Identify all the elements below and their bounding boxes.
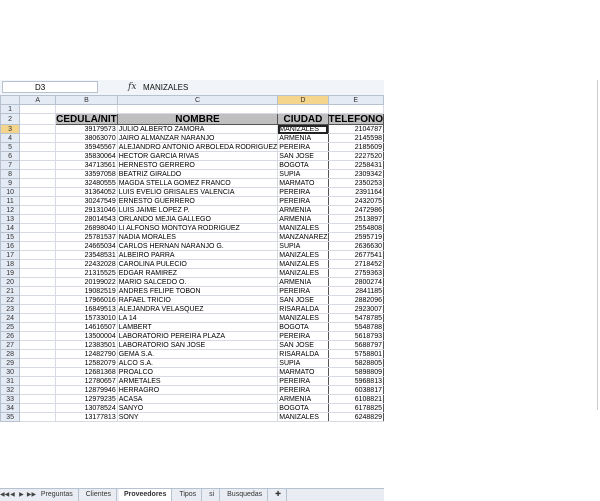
ciudad-cell[interactable]: MARMATO <box>278 368 328 377</box>
cell[interactable] <box>20 242 56 251</box>
row-header[interactable]: 5 <box>1 143 20 152</box>
cell[interactable] <box>20 386 56 395</box>
ciudad-cell[interactable]: ARMENIA <box>278 215 328 224</box>
nombre-cell[interactable]: CAROLINA PULECIO <box>117 260 278 269</box>
cell[interactable] <box>20 179 56 188</box>
table-row <box>1 215 384 224</box>
cedula-cell[interactable]: 25781537 <box>56 233 118 242</box>
nombre-cell[interactable]: LUIS EVELIO GRISALES VALENCIA <box>117 188 278 197</box>
nombre-cell[interactable]: LUIS JAIME LOPEZ P. <box>117 206 278 215</box>
nombre-cell[interactable]: ACASA <box>117 395 278 404</box>
cell[interactable] <box>20 314 56 323</box>
telefono-cell[interactable]: 2185609 <box>328 143 383 152</box>
spreadsheet-window <box>0 80 384 498</box>
row-header[interactable]: 22 <box>1 296 20 305</box>
telefono-cell[interactable]: 2350253 <box>328 179 383 188</box>
nombre-cell[interactable]: JULIO ALBERTO ZAMORA <box>117 125 278 134</box>
cell[interactable] <box>20 105 56 114</box>
function-icon[interactable]: fx <box>128 82 137 92</box>
cell-grid <box>0 95 384 422</box>
row-header[interactable]: 24 <box>1 314 20 323</box>
nombre-cell[interactable]: BEATRIZ GIRALDO <box>117 170 278 179</box>
nombre-cell[interactable]: LA 14 <box>117 314 278 323</box>
cedula-cell[interactable]: 24665034 <box>56 242 118 251</box>
table-row <box>1 170 384 179</box>
ciudad-cell[interactable]: RISARALDA <box>278 350 328 359</box>
cell[interactable] <box>328 105 383 114</box>
ciudad-cell[interactable]: MANIZALES <box>278 413 328 422</box>
nombre-cell[interactable]: EDGAR RAMIREZ <box>117 269 278 278</box>
table-row <box>1 179 384 188</box>
cedula-cell[interactable]: 13177813 <box>56 413 118 422</box>
ciudad-cell[interactable]: MANIZALES <box>278 269 328 278</box>
telefono-cell[interactable]: 5898809 <box>328 368 383 377</box>
table-row <box>1 161 384 170</box>
cell[interactable] <box>20 287 56 296</box>
telefono-cell[interactable]: 2595719 <box>328 233 383 242</box>
table-row <box>1 242 384 251</box>
header-row <box>1 114 384 125</box>
cell[interactable] <box>20 134 56 143</box>
cell[interactable] <box>20 404 56 413</box>
table-row <box>1 323 384 332</box>
cell[interactable] <box>20 323 56 332</box>
cell[interactable] <box>20 143 56 152</box>
table-row <box>1 125 384 134</box>
cedula-cell[interactable]: 39179573 <box>56 125 118 134</box>
table-row <box>1 269 384 278</box>
table-row <box>1 305 384 314</box>
table-row <box>1 350 384 359</box>
telefono-cell[interactable]: 6248829 <box>328 413 383 422</box>
nombre-cell[interactable]: ARMETALES <box>117 377 278 386</box>
telefono-cell[interactable]: 2309342 <box>328 170 383 179</box>
ciudad-cell[interactable]: ARMENIA <box>278 134 328 143</box>
telefono-cell[interactable]: 2472986 <box>328 206 383 215</box>
telefono-cell[interactable]: 2759363 <box>328 269 383 278</box>
telefono-cell[interactable]: 2677541 <box>328 251 383 260</box>
cedula-cell[interactable]: 20199022 <box>56 278 118 287</box>
column-header-b[interactable]: B <box>56 96 118 105</box>
ciudad-cell[interactable]: PEREIRA <box>278 287 328 296</box>
row-header[interactable]: 21 <box>1 287 20 296</box>
tab-busquedas[interactable]: Busquedas <box>222 489 268 501</box>
cedula-cell[interactable]: 12879946 <box>56 386 118 395</box>
nombre-cell[interactable]: HERRAGRO <box>117 386 278 395</box>
row-header[interactable]: 2 <box>1 114 20 125</box>
telefono-cell[interactable]: 2636630 <box>328 242 383 251</box>
nombre-cell[interactable]: MAGDA STELLA GOMEZ FRANCO <box>117 179 278 188</box>
row-header[interactable]: 27 <box>1 341 20 350</box>
formula-input[interactable]: MANIZALES <box>143 83 189 92</box>
cell[interactable] <box>20 350 56 359</box>
row-header[interactable]: 31 <box>1 377 20 386</box>
cell[interactable] <box>117 105 278 114</box>
tab-si[interactable]: si <box>204 489 220 501</box>
cell[interactable] <box>20 305 56 314</box>
next-sheet-icon[interactable]: ▶ <box>19 492 24 498</box>
row-header[interactable]: 7 <box>1 161 20 170</box>
table-row <box>1 395 384 404</box>
nombre-cell[interactable]: HECTOR GARCIA RIVAS <box>117 152 278 161</box>
ciudad-cell[interactable]: ARMENIA <box>278 395 328 404</box>
cell[interactable] <box>20 188 56 197</box>
nombre-cell[interactable]: MARIO SALCEDO O. <box>117 278 278 287</box>
cell[interactable] <box>20 224 56 233</box>
ciudad-cell[interactable]: SUPIA <box>278 359 328 368</box>
cedula-cell[interactable]: 12482790 <box>56 350 118 359</box>
nombre-cell[interactable]: LABORATORIO SAN JOSE <box>117 341 278 350</box>
nombre-cell[interactable]: LABORATORIO PEREIRA PLAZA <box>117 332 278 341</box>
cell[interactable] <box>56 105 118 114</box>
telefono-cell[interactable]: 5548788 <box>328 323 383 332</box>
column-header-c[interactable]: C <box>117 96 278 105</box>
cell[interactable] <box>278 105 328 114</box>
ciudad-cell[interactable]: BOGOTA <box>278 161 328 170</box>
column-header-a[interactable]: A <box>20 96 56 105</box>
telefono-cell[interactable]: 2391164 <box>328 188 383 197</box>
row-header[interactable]: 11 <box>1 197 20 206</box>
column-header-row <box>1 96 384 105</box>
nombre-cell[interactable]: SONY <box>117 413 278 422</box>
table-row <box>1 332 384 341</box>
ciudad-cell[interactable]: PEREIRA <box>278 332 328 341</box>
row-header[interactable]: 32 <box>1 386 20 395</box>
nombre-cell[interactable]: NADIA MORALES <box>117 233 278 242</box>
cell[interactable] <box>20 215 56 224</box>
telefono-cell[interactable]: 2104787 <box>328 125 383 134</box>
table-row <box>1 188 384 197</box>
ciudad-cell[interactable]: MARMATO <box>278 179 328 188</box>
ciudad-cell[interactable]: SUPIA <box>278 170 328 179</box>
cedula-cell[interactable]: 15733010 <box>56 314 118 323</box>
cedula-cell[interactable]: 17966016 <box>56 296 118 305</box>
cedula-cell[interactable]: 30247549 <box>56 197 118 206</box>
nombre-cell[interactable]: ORLANDO MEJIA GALLEGO <box>117 215 278 224</box>
cedula-cell[interactable]: 35830064 <box>56 152 118 161</box>
ciudad-cell[interactable]: ARMENIA <box>278 206 328 215</box>
cell[interactable] <box>20 233 56 242</box>
ciudad-cell[interactable]: PEREIRA <box>278 188 328 197</box>
ciudad-header[interactable]: CIUDAD <box>278 114 328 125</box>
ciudad-cell[interactable]: SAN JOSE <box>278 341 328 350</box>
telefono-cell[interactable]: 5688797 <box>328 341 383 350</box>
cell[interactable] <box>20 152 56 161</box>
telefono-cell[interactable]: 2145598 <box>328 134 383 143</box>
ciudad-cell[interactable]: BOGOTA <box>278 404 328 413</box>
cell[interactable] <box>20 161 56 170</box>
last-sheet-icon[interactable]: ▶▶ <box>26 492 37 498</box>
row-header[interactable]: 29 <box>1 359 20 368</box>
telefono-cell[interactable]: 2227520 <box>328 152 383 161</box>
first-sheet-icon[interactable]: ◀◀ <box>0 492 10 498</box>
row-header[interactable]: 33 <box>1 395 20 404</box>
row-header[interactable]: 12 <box>1 206 20 215</box>
tab-clientes[interactable]: Clientes <box>81 489 117 501</box>
table-row <box>1 341 384 350</box>
cedula-cell[interactable]: 13500004 <box>56 332 118 341</box>
row-header[interactable]: 30 <box>1 368 20 377</box>
table-row <box>1 134 384 143</box>
nombre-cell[interactable]: ANDRES FELIPE TOBON <box>117 287 278 296</box>
table-row <box>1 197 384 206</box>
cedula-cell[interactable]: 12582079 <box>56 359 118 368</box>
window-edge <box>597 80 598 410</box>
telefono-cell[interactable]: 6038817 <box>328 386 383 395</box>
ciudad-cell[interactable]: SAN JOSE <box>278 296 328 305</box>
cell[interactable] <box>20 377 56 386</box>
telefono-cell[interactable]: 2718452 <box>328 260 383 269</box>
table-row <box>1 278 384 287</box>
table-row <box>1 386 384 395</box>
cedula-cell[interactable]: 26898040 <box>56 224 118 233</box>
cedula-cell[interactable]: 34713561 <box>56 161 118 170</box>
ciudad-cell[interactable]: RISARALDA <box>278 305 328 314</box>
ciudad-cell[interactable]: SUPIA <box>278 242 328 251</box>
row-header[interactable]: 13 <box>1 215 20 224</box>
cell[interactable] <box>20 197 56 206</box>
telefono-cell[interactable]: 2923007 <box>328 305 383 314</box>
row-header[interactable]: 15 <box>1 233 20 242</box>
table-row <box>1 287 384 296</box>
cedula-cell[interactable]: 28014543 <box>56 215 118 224</box>
ciudad-cell[interactable]: MANZANAREZ <box>279 233 328 241</box>
table-row <box>1 413 384 422</box>
cedula-cell[interactable]: 22432028 <box>56 260 118 269</box>
table-row <box>1 152 384 161</box>
name-box[interactable]: D3 <box>2 81 98 93</box>
row-header[interactable]: 6 <box>1 152 20 161</box>
sheet-tab-bar <box>0 488 384 501</box>
telefono-cell[interactable]: 2841185 <box>328 287 383 296</box>
nombre-cell[interactable]: RAFAEL TRICIO <box>117 296 278 305</box>
cell[interactable] <box>20 296 56 305</box>
telefono-header[interactable]: TELEFONO <box>328 113 383 125</box>
table-row <box>1 404 384 413</box>
row-header[interactable]: 4 <box>1 134 20 143</box>
table-row <box>1 368 384 377</box>
nombre-cell[interactable]: ALCO S.A. <box>117 359 278 368</box>
telefono-cell[interactable]: 2513897 <box>328 215 383 224</box>
cedula-cell[interactable]: 13078524 <box>56 404 118 413</box>
cell[interactable] <box>20 395 56 404</box>
table-row <box>1 143 384 152</box>
telefono-cell[interactable]: 2554808 <box>328 224 383 233</box>
cedula-cell[interactable]: 12979235 <box>56 395 118 404</box>
table-row <box>1 260 384 269</box>
cedula-cell[interactable]: 32480555 <box>56 179 118 188</box>
table-row <box>1 296 384 305</box>
ciudad-cell[interactable]: ARMENIA <box>278 278 328 287</box>
cell[interactable] <box>20 125 56 134</box>
telefono-cell[interactable]: 5828805 <box>328 359 383 368</box>
ciudad-cell[interactable]: PEREIRA <box>278 143 328 152</box>
row-header[interactable]: 25 <box>1 323 20 332</box>
telefono-cell[interactable]: 6108821 <box>328 395 383 404</box>
ciudad-cell[interactable]: MANIZALES <box>278 224 328 233</box>
ciudad-cell[interactable]: MANIZALES <box>278 251 328 260</box>
tab-preguntas[interactable]: Preguntas <box>36 489 79 501</box>
cell[interactable] <box>20 251 56 260</box>
cedula-cell[interactable]: 38063070 <box>56 134 118 143</box>
row-header[interactable]: 10 <box>1 188 20 197</box>
cedula-cell[interactable]: 16849513 <box>56 305 118 314</box>
cedula-cell[interactable]: 12780657 <box>56 377 118 386</box>
telefono-cell[interactable]: 2800274 <box>328 278 383 287</box>
cell[interactable] <box>20 368 56 377</box>
ciudad-cell[interactable]: PEREIRA <box>278 377 328 386</box>
row-header[interactable]: 35 <box>1 413 20 422</box>
column-header-d[interactable]: D <box>278 96 328 105</box>
cedula-cell[interactable]: 31364052 <box>56 188 118 197</box>
table-row <box>1 233 384 242</box>
nombre-cell[interactable]: SANYO <box>117 404 278 413</box>
row-header[interactable]: 26 <box>1 332 20 341</box>
nombre-cell[interactable]: LAMBERT <box>117 323 278 332</box>
insert-sheet-icon[interactable]: ✚ <box>270 489 287 501</box>
row-header[interactable]: 28 <box>1 350 20 359</box>
telefono-cell[interactable]: 6178825 <box>328 404 383 413</box>
telefono-cell[interactable]: 2432075 <box>328 197 383 206</box>
table-row <box>1 224 384 233</box>
nombre-cell[interactable]: LI ALFONSO MONTOYA RODRIGUEZ <box>117 224 278 233</box>
row-header[interactable]: 18 <box>1 260 20 269</box>
cell[interactable] <box>20 278 56 287</box>
cedula-cell[interactable]: 33597058 <box>56 170 118 179</box>
cell[interactable] <box>20 260 56 269</box>
cedula-cell[interactable]: 29131046 <box>56 206 118 215</box>
cedula-cell[interactable]: 35945567 <box>56 143 118 152</box>
cell[interactable] <box>20 413 56 422</box>
row-header[interactable]: 17 <box>1 251 20 260</box>
cedula-cell[interactable]: 12383501 <box>56 341 118 350</box>
cell[interactable] <box>20 206 56 215</box>
cell[interactable] <box>20 341 56 350</box>
select-all-corner[interactable] <box>1 96 20 105</box>
ciudad-cell[interactable]: PEREIRA <box>278 197 328 206</box>
nombre-cell[interactable]: ERNESTO GUERRERO <box>117 197 278 206</box>
telefono-cell[interactable]: 5758801 <box>328 350 383 359</box>
telefono-cell[interactable]: 5618793 <box>328 332 383 341</box>
row-header[interactable]: 23 <box>1 305 20 314</box>
row-header[interactable]: 3 <box>1 125 20 134</box>
row-header[interactable]: 14 <box>1 224 20 233</box>
row-header[interactable]: 34 <box>1 404 20 413</box>
row-header[interactable]: 9 <box>1 179 20 188</box>
cedula-cell[interactable]: 21315525 <box>56 269 118 278</box>
ciudad-cell[interactable]: SAN JOSE <box>278 152 328 161</box>
row-header[interactable]: 8 <box>1 170 20 179</box>
cell[interactable] <box>20 269 56 278</box>
telefono-cell[interactable]: 5478785 <box>328 314 383 323</box>
sheet-row <box>1 105 384 114</box>
row-header[interactable]: 20 <box>1 278 20 287</box>
ciudad-cell[interactable]: PEREIRA <box>278 386 328 395</box>
telefono-cell[interactable]: 5968813 <box>328 377 383 386</box>
nombre-cell[interactable]: ALEJANDRA VELASQUEZ <box>117 305 278 314</box>
cedula-cell[interactable]: 12681368 <box>56 368 118 377</box>
formula-bar <box>0 80 384 96</box>
ciudad-cell[interactable]: MANIZALES <box>278 314 328 323</box>
nombre-cell[interactable]: GEMA S.A. <box>117 350 278 359</box>
cedula-cell[interactable]: 19082519 <box>56 287 118 296</box>
cell[interactable] <box>20 114 56 125</box>
table-row <box>1 359 384 368</box>
nombre-cell[interactable]: CARLOS HERNAN NARANJO G. <box>117 242 278 251</box>
tab-tipos[interactable]: Tipos <box>174 489 202 501</box>
table-row <box>1 206 384 215</box>
cedula-cell[interactable]: 14616507 <box>56 323 118 332</box>
nombre-cell[interactable]: JAIRO ALMANZAR NARANJO <box>117 134 278 143</box>
nombre-cell[interactable]: ALBEIRO PARRA <box>117 251 278 260</box>
cedula-header[interactable]: CEDULA/NIT <box>56 113 117 125</box>
prev-sheet-icon[interactable]: ◀ <box>10 492 15 498</box>
cell[interactable] <box>20 332 56 341</box>
row-header[interactable]: 1 <box>1 105 20 114</box>
nombre-cell[interactable]: PROALCO <box>117 368 278 377</box>
table-row <box>1 251 384 260</box>
cell[interactable] <box>20 359 56 368</box>
table-row <box>1 314 384 323</box>
ciudad-cell[interactable]: BOGOTA <box>278 323 328 332</box>
row-header[interactable]: 19 <box>1 269 20 278</box>
nombre-cell[interactable]: ALEJANDRO ANTONIO ARBOLEDA RODRIGUEZ <box>118 143 278 151</box>
telefono-cell[interactable]: 2882096 <box>328 296 383 305</box>
active-cell[interactable]: MANIZALES <box>278 125 328 134</box>
tab-proveedores[interactable]: Proveedores <box>119 489 172 501</box>
cedula-cell[interactable]: 23548531 <box>56 251 118 260</box>
table-row <box>1 377 384 386</box>
cell[interactable] <box>20 170 56 179</box>
column-header-e[interactable]: E <box>328 96 383 105</box>
telefono-cell[interactable]: 2258431 <box>328 161 383 170</box>
nombre-cell[interactable]: HERNESTO GERRERO <box>117 161 278 170</box>
nombre-header[interactable]: NOMBRE <box>117 114 278 125</box>
ciudad-cell[interactable]: MANIZALES <box>278 260 328 269</box>
row-header[interactable]: 16 <box>1 242 20 251</box>
